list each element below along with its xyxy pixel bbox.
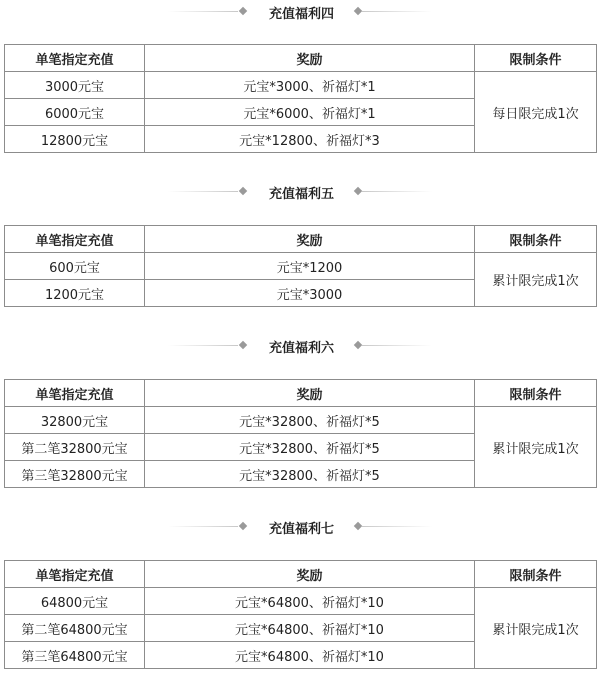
cell-reward: 元宝*12800、祈福灯*3 xyxy=(145,126,475,153)
section-title: 充值福利五 xyxy=(268,187,334,202)
table-header-row xyxy=(5,380,597,407)
heading-divider-right xyxy=(362,11,432,12)
section-title: 充值福利四 xyxy=(268,7,334,22)
section-heading xyxy=(0,0,603,24)
table-row xyxy=(5,588,597,615)
header-amount: 单笔指定充值 xyxy=(5,45,145,72)
heading-divider-right xyxy=(362,191,432,192)
cell-reward: 元宝*1200 xyxy=(145,253,475,280)
cell-reward: 元宝*64800、祈福灯*10 xyxy=(145,615,475,642)
reward-table-7 xyxy=(4,560,597,669)
cell-amount: 64800元宝 xyxy=(5,588,145,615)
cell-amount: 第三笔32800元宝 xyxy=(5,461,145,488)
table-row xyxy=(5,72,597,99)
cell-reward: 元宝*64800、祈福灯*10 xyxy=(145,642,475,669)
cell-limit: 累计限完成1次 xyxy=(475,588,597,669)
cell-amount: 第二笔64800元宝 xyxy=(5,615,145,642)
heading-divider-right xyxy=(362,345,432,346)
section-heading xyxy=(0,334,603,358)
header-amount: 单笔指定充值 xyxy=(5,561,145,588)
section-heading xyxy=(0,180,603,204)
cell-amount: 6000元宝 xyxy=(5,99,145,126)
cell-amount: 1200元宝 xyxy=(5,280,145,307)
reward-table-6 xyxy=(4,379,597,488)
cell-amount: 12800元宝 xyxy=(5,126,145,153)
table-header-row xyxy=(5,561,597,588)
header-limit: 限制条件 xyxy=(475,561,597,588)
cell-limit: 累计限完成1次 xyxy=(475,407,597,488)
cell-reward: 元宝*32800、祈福灯*5 xyxy=(145,434,475,461)
heading-divider-right xyxy=(362,526,432,527)
cell-amount: 第三笔64800元宝 xyxy=(5,642,145,669)
cell-reward: 元宝*32800、祈福灯*5 xyxy=(145,461,475,488)
cell-reward: 元宝*32800、祈福灯*5 xyxy=(145,407,475,434)
header-reward: 奖励 xyxy=(145,380,475,407)
header-reward: 奖励 xyxy=(145,561,475,588)
table-header-row xyxy=(5,45,597,72)
section-welfare-4 xyxy=(0,0,603,24)
table-row xyxy=(5,407,597,434)
cell-limit: 每日限完成1次 xyxy=(475,72,597,153)
header-amount: 单笔指定充值 xyxy=(5,226,145,253)
table-row xyxy=(5,253,597,280)
header-limit: 限制条件 xyxy=(475,380,597,407)
cell-amount: 600元宝 xyxy=(5,253,145,280)
cell-reward: 元宝*3000 xyxy=(145,280,475,307)
section-title: 充值福利六 xyxy=(268,341,334,356)
section-heading xyxy=(0,515,603,539)
cell-reward: 元宝*3000、祈福灯*1 xyxy=(145,72,475,99)
header-amount: 单笔指定充值 xyxy=(5,380,145,407)
section-welfare-7 xyxy=(0,515,603,539)
section-welfare-6 xyxy=(0,334,603,358)
cell-reward: 元宝*6000、祈福灯*1 xyxy=(145,99,475,126)
header-limit: 限制条件 xyxy=(475,45,597,72)
cell-limit: 累计限完成1次 xyxy=(475,253,597,307)
cell-reward: 元宝*64800、祈福灯*10 xyxy=(145,588,475,615)
header-limit: 限制条件 xyxy=(475,226,597,253)
reward-table-4 xyxy=(4,44,597,153)
cell-amount: 3000元宝 xyxy=(5,72,145,99)
cell-amount: 第二笔32800元宝 xyxy=(5,434,145,461)
reward-table-5 xyxy=(4,225,597,307)
header-reward: 奖励 xyxy=(145,45,475,72)
cell-amount: 32800元宝 xyxy=(5,407,145,434)
header-reward: 奖励 xyxy=(145,226,475,253)
section-welfare-5 xyxy=(0,180,603,204)
table-header-row xyxy=(5,226,597,253)
section-title: 充值福利七 xyxy=(268,522,334,537)
